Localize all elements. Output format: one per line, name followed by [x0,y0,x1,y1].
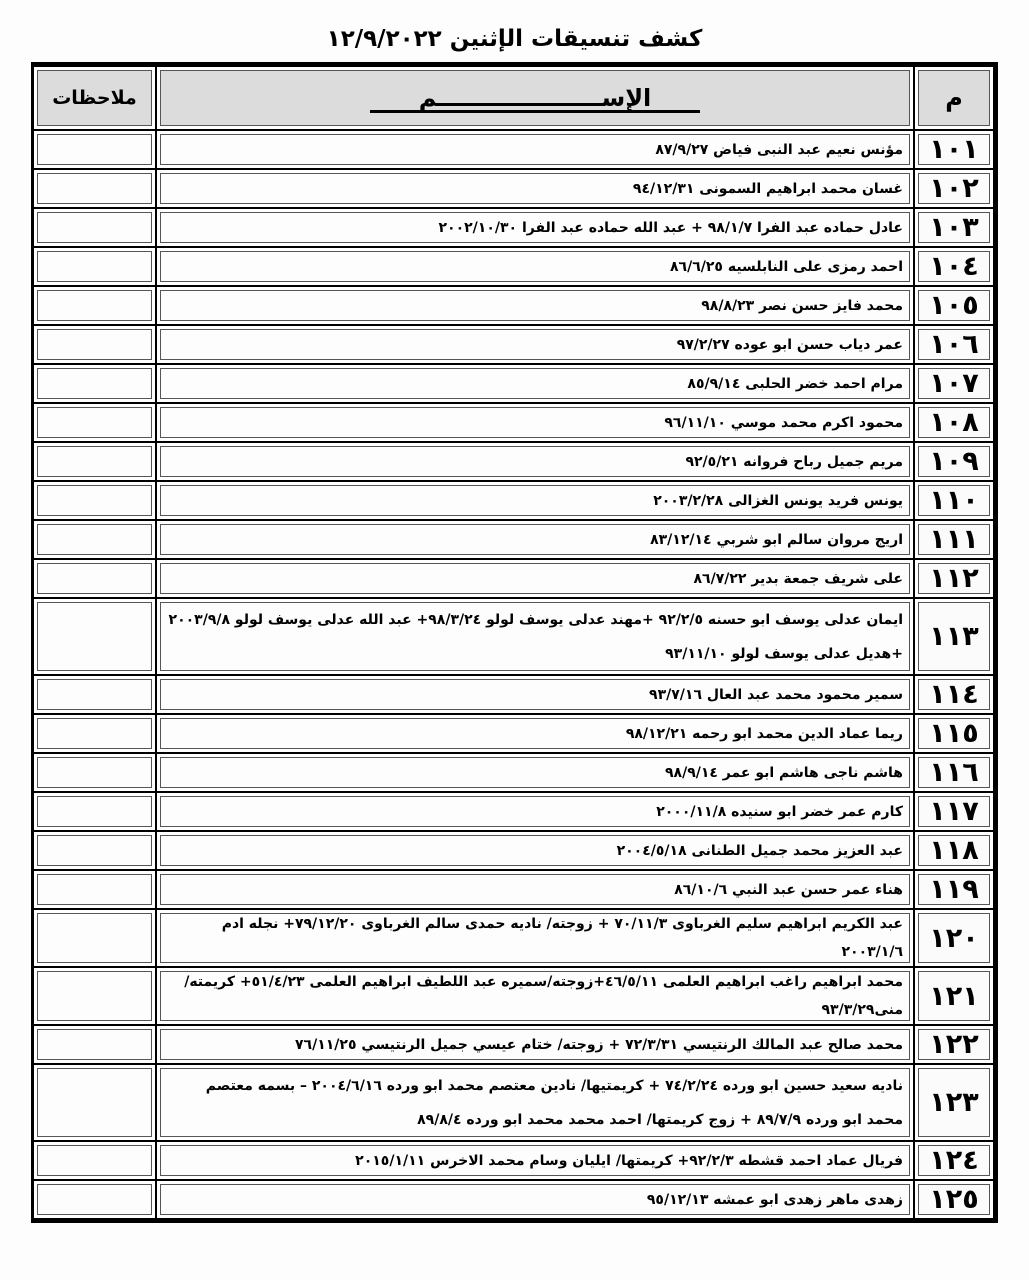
row-number: ١٢٥ [914,1180,994,1219]
row-name: يونس فريد يونس الغزالى ٢٠٠٣/٢/٢٨ [156,481,914,520]
row-notes [33,792,156,831]
row-notes [33,675,156,714]
table-row [33,792,994,831]
row-name: فريال عماد احمد قشطه ٩٢/٢/٣+ كريمتها/ ايليان وسام محمد الاخرس ٢٠١٥/١/١١ [156,1141,914,1180]
table-row [33,909,994,967]
row-notes [33,286,156,325]
row-name: عادل حماده عبد الفرا ٩٨/١/٧ + عبد الله حماده عبد الفرا ٢٠٠٢/١٠/٣٠ [156,208,914,247]
row-name: هاشم ناجى هاشم ابو عمر ٩٨/٩/١٤ [156,753,914,792]
table-body [33,130,994,1219]
row-number: ١١٣ [914,598,994,675]
table-row [33,247,994,286]
row-name: احمد رمزى على النابلسيه ٨٦/٦/٢٥ [156,247,914,286]
row-notes [33,753,156,792]
row-name: ناديه سعيد حسين ابو ورده ٧٤/٢/٢٤ + كريمتيها/ نادين معتصم محمد ابو ورده ٢٠٠٤/٦/١٦ – بسمه معتصم محمد ابو ورده ٨٩/٧/٩ + زوج كريمتها/ احمد محمد محمد ابو ورده ٨٩/٨/٤ [156,1064,914,1141]
row-number: ١٠٢ [914,169,994,208]
row-notes [33,967,156,1025]
table-row [33,169,994,208]
row-number: ١٢٣ [914,1064,994,1141]
row-name: محمود اكرم محمد موسي ٩٦/١١/١٠ [156,403,914,442]
row-name: مؤنس نعيم عبد النبى فياض ٨٧/٩/٢٧ [156,130,914,169]
row-number: ١٠٥ [914,286,994,325]
header-name-label: الإســــــــــــــــــــم [370,86,700,113]
row-name: كارم عمر خضر ابو سنيده ٢٠٠٠/١١/٨ [156,792,914,831]
table-row [33,442,994,481]
table-row [33,870,994,909]
row-name: مرام احمد خضر الحلبى ٨٥/٩/١٤ [156,364,914,403]
table-row [33,1180,994,1219]
table-row [33,1025,994,1064]
table-row [33,753,994,792]
row-notes [33,1180,156,1219]
table-row [33,403,994,442]
coordination-table-frame [31,62,998,1223]
table-row [33,1141,994,1180]
header-number: م [914,66,994,130]
table-row [33,831,994,870]
row-number: ١٠٣ [914,208,994,247]
row-number: ١١٥ [914,714,994,753]
row-name: غسان محمد ابراهيم السمونى ٩٤/١٢/٣١ [156,169,914,208]
table-row [33,675,994,714]
row-number: ١١٨ [914,831,994,870]
row-number: ١٢٠ [914,909,994,967]
row-number: ١١٢ [914,559,994,598]
table-header-row [33,66,994,130]
row-number: ١٠٩ [914,442,994,481]
row-name: مريم جميل رباح فروانه ٩٢/٥/٢١ [156,442,914,481]
row-number: ١٢٤ [914,1141,994,1180]
coordination-table [32,65,995,1220]
row-number: ١٢٢ [914,1025,994,1064]
row-notes [33,481,156,520]
row-name: عبد العزيز محمد جميل الطنانى ٢٠٠٤/٥/١٨ [156,831,914,870]
row-number: ١٠٧ [914,364,994,403]
row-notes [33,442,156,481]
table-row [33,967,994,1025]
row-number: ١٠٦ [914,325,994,364]
row-number: ١١١ [914,520,994,559]
header-name [156,66,914,130]
row-name: على شريف جمعة بدير ٨٦/٧/٢٢ [156,559,914,598]
row-notes [33,520,156,559]
row-name: ريما عماد الدين محمد ابو رحمه ٩٨/١٢/٢١ [156,714,914,753]
row-notes [33,559,156,598]
row-number: ١١٩ [914,870,994,909]
table-row [33,286,994,325]
table-row [33,520,994,559]
row-number: ١١٧ [914,792,994,831]
row-notes [33,1025,156,1064]
row-name: هناء عمر حسن عبد النبي ٨٦/١٠/٦ [156,870,914,909]
row-notes [33,714,156,753]
row-name: محمد ابراهيم راغب ابراهيم العلمى ٤٦/٥/١١+زوجته/سميره عبد اللطيف ابراهيم العلمى ٥١/٤/٢٣+ كريمته/منى٩٣/٣/٢٩ [156,967,914,1025]
table-row [33,364,994,403]
table-row [33,714,994,753]
row-number: ١١٠ [914,481,994,520]
row-name: محمد صالح عبد المالك الرنتيسي ٧٢/٣/٣١ + زوجته/ ختام عيسي جميل الرنتيسي ٧٦/١١/٢٥ [156,1025,914,1064]
row-notes [33,1064,156,1141]
row-notes [33,909,156,967]
row-number: ١٠١ [914,130,994,169]
row-name: عمر دياب حسن ابو عوده ٩٧/٢/٢٧ [156,325,914,364]
table-row [33,559,994,598]
row-name: اريج مروان سالم ابو شربي ٨٣/١٢/١٤ [156,520,914,559]
row-number: ١٠٨ [914,403,994,442]
table-row [33,130,994,169]
row-notes [33,169,156,208]
row-number: ١١٤ [914,675,994,714]
row-notes [33,1141,156,1180]
row-notes [33,403,156,442]
row-name: زهدى ماهر زهدى ابو عمشه ٩٥/١٢/١٣ [156,1180,914,1219]
table-row [33,325,994,364]
row-notes [33,247,156,286]
row-number: ١١٦ [914,753,994,792]
table-row [33,208,994,247]
row-notes [33,208,156,247]
row-notes [33,831,156,870]
page-title: كشف تنسيقات الإثنين ١٢/٩/٢٠٢٢ [326,26,703,52]
row-name: محمد فايز حسن نصر ٩٨/٨/٢٣ [156,286,914,325]
table-row [33,481,994,520]
header-notes: ملاحظات [33,66,156,130]
table-row [33,598,994,675]
row-notes [33,364,156,403]
row-notes [33,598,156,675]
row-name: سمير محمود محمد عبد العال ٩٣/٧/١٦ [156,675,914,714]
row-notes [33,325,156,364]
row-name: ايمان عدلى يوسف ابو حسنه ٩٢/٢/٥ +مهند عدلى يوسف لولو ٩٨/٣/٢٤+ عبد الله عدلى يوسف لولو ٢٠٠٣/٩/٨ +هديل عدلى يوسف لولو ٩٣/١١/١٠ [156,598,914,675]
row-number: ١٠٤ [914,247,994,286]
row-notes [33,870,156,909]
row-name: عبد الكريم ابراهيم سليم الغرباوى ٧٠/١١/٣ + زوجته/ ناديه حمدى سالم الغرباوى ٧٩/١٢/٢٠+ نجله ادم ٢٠٠٣/١/٦ [156,909,914,967]
row-notes [33,130,156,169]
table-row [33,1064,994,1141]
row-number: ١٢١ [914,967,994,1025]
